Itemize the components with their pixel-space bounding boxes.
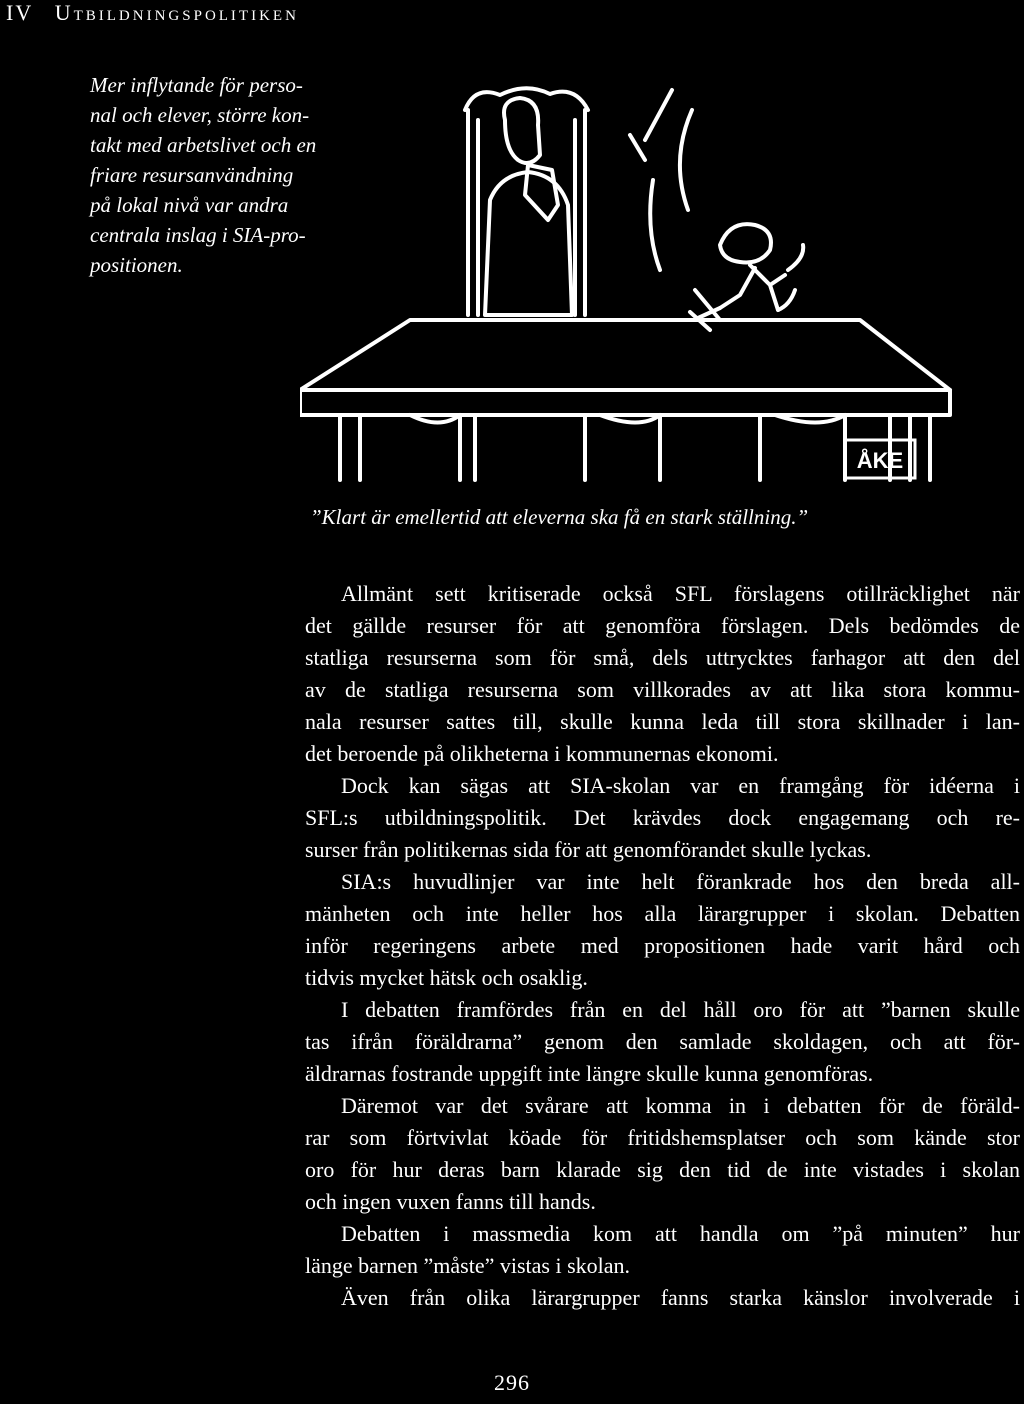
body-line: I debatten framfördes från en del håll oro för att ”barnen skulle — [341, 997, 1020, 1022]
body-line: Debatten i massmedia kom att handla om ”på minuten” hur — [341, 1221, 1020, 1246]
chapter-header — [6, 0, 299, 26]
body-line: Även från olika lärargrupper fanns starka känslor involverade i — [341, 1285, 1020, 1310]
body-line: Dock kan sägas att SIA-skolan var en framgång för idéerna i — [341, 773, 1020, 798]
margin-note-line: positionen. — [90, 253, 183, 277]
margin-note-line: centrala inslag i SIA-pro- — [90, 223, 306, 247]
chapter-number: IV — [6, 0, 34, 25]
body-line: Däremot var det svårare att komma in i debatten för de föräld- — [341, 1093, 1020, 1118]
body-line: statliga resurserna som för små, dels uttrycktes farhagor att den del — [305, 645, 1020, 670]
body-line: oro för hur deras barn klarade sig den tid de inte vistades i skolan — [305, 1157, 1020, 1182]
body-line: nala resurser sattes till, skulle kunna leda till stora skillnader i lan- — [305, 709, 1020, 734]
chapter-title: Utbildningspolitiken — [54, 0, 299, 25]
margin-note-line: på lokal nivå var andra — [90, 193, 289, 217]
margin-note-line: friare resursanvändning — [90, 163, 294, 187]
page-number: 296 — [494, 1370, 530, 1395]
body-line: äldrarnas fostrande uppgift inte längre skulle kunna genomföras. — [305, 1061, 874, 1086]
body-line: det beroende på olikheterna i kommunernas ekonomi. — [305, 741, 779, 766]
body-line: SIA:s huvudlinjer var inte helt förankrade hos den breda all- — [341, 869, 1020, 894]
body-line: Allmänt sett kritiserade också SFL förslagens otillräcklighet när — [341, 581, 1020, 606]
body-line: rar som förtvivlat köade för fritidshemsplatser och som kände stor — [305, 1125, 1020, 1150]
body-text — [305, 578, 1020, 1314]
figure-caption: ”Klart är emellertid att eleverna ska få en stark ställning.” — [310, 505, 809, 529]
body-line: SFL:s utbildningspolitik. Det krävdes dock engagemang och re- — [305, 805, 1020, 830]
body-line: surser från politikernas sida för att genomförandet skulle lyckas. — [305, 837, 872, 862]
margin-note — [90, 70, 317, 280]
body-line: det gällde resurser för att genomföra förslagen. Dels bedömdes de — [305, 613, 1020, 638]
body-line: av de statliga resurserna som villkorades av att lika stora kommu- — [305, 677, 1020, 702]
body-line: tidvis mycket hätsk och osaklig. — [305, 965, 588, 990]
body-line: länge barnen ”måste” vistas i skolan. — [305, 1253, 631, 1278]
margin-note-line: takt med arbetslivet och en — [90, 133, 317, 157]
cartoon-signature: ÅKE — [856, 448, 904, 473]
cartoon-illustration — [300, 80, 960, 500]
body-line: och ingen vuxen fanns till hands. — [305, 1189, 596, 1214]
margin-note-line: Mer inflytande för perso- — [90, 73, 303, 97]
body-line: inför regeringens arbete med propositionen hade varit hård och — [305, 933, 1020, 958]
body-line: mänheten och inte heller hos alla lärargrupper i skolan. Debatten — [305, 901, 1020, 926]
margin-note-line: nal och elever, större kon- — [90, 103, 310, 127]
body-line: tas ifrån föräldrarna” genom den samlade skoldagen, och att för- — [305, 1029, 1020, 1054]
